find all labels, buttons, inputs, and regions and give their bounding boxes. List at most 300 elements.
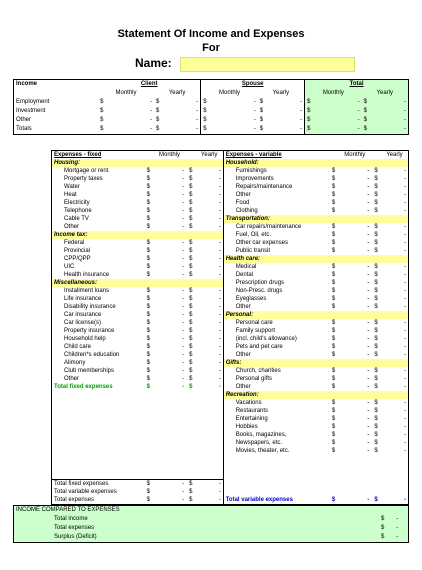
- currency-sign[interactable]: $: [331, 184, 336, 190]
- amount-cell[interactable]: -: [181, 352, 184, 358]
- amount-cell[interactable]: -: [386, 107, 408, 116]
- amount-cell[interactable]: -: [218, 376, 221, 382]
- currency-sign[interactable]: $: [374, 432, 378, 438]
- amount-cell[interactable]: -: [181, 168, 184, 174]
- currency-sign[interactable]: $: [201, 125, 233, 135]
- currency-sign[interactable]: $: [374, 440, 378, 446]
- amount-cell[interactable]: -: [218, 168, 221, 174]
- amount-cell[interactable]: -: [218, 384, 221, 390]
- currency-sign[interactable]: $: [381, 525, 385, 531]
- currency-sign[interactable]: $: [189, 376, 193, 382]
- amount-cell[interactable]: -: [404, 497, 406, 503]
- currency-sign[interactable]: $: [374, 424, 378, 430]
- amount-cell[interactable]: -: [404, 344, 406, 350]
- amount-cell[interactable]: -: [218, 200, 221, 206]
- amount-cell[interactable]: -: [404, 448, 406, 454]
- currency-sign[interactable]: $: [374, 248, 378, 254]
- amount-cell[interactable]: -: [386, 125, 408, 135]
- amount-cell[interactable]: -: [404, 200, 406, 206]
- currency-sign[interactable]: $: [331, 248, 336, 254]
- amount-cell[interactable]: -: [404, 264, 406, 270]
- currency-sign[interactable]: $: [189, 360, 193, 366]
- currency-sign[interactable]: $: [331, 200, 336, 206]
- currency-sign[interactable]: $: [189, 328, 193, 334]
- currency-sign[interactable]: $: [362, 107, 387, 116]
- amount-cell[interactable]: -: [367, 408, 370, 414]
- amount-cell[interactable]: -: [404, 224, 406, 230]
- name-input[interactable]: [180, 57, 355, 72]
- amount-cell[interactable]: -: [218, 184, 221, 190]
- currency-sign[interactable]: $: [331, 344, 336, 350]
- amount-cell[interactable]: -: [337, 107, 362, 116]
- amount-cell[interactable]: -: [404, 208, 406, 214]
- currency-sign[interactable]: $: [146, 176, 150, 182]
- currency-sign[interactable]: $: [331, 296, 336, 302]
- currency-sign[interactable]: $: [189, 192, 193, 198]
- currency-sign[interactable]: $: [189, 216, 193, 222]
- amount-cell[interactable]: -: [404, 184, 406, 190]
- amount-cell[interactable]: -: [404, 432, 406, 438]
- amount-cell[interactable]: -: [218, 304, 221, 310]
- amount-cell[interactable]: -: [218, 312, 221, 318]
- amount-cell[interactable]: -: [367, 280, 370, 286]
- currency-sign[interactable]: $: [146, 489, 150, 495]
- amount-cell[interactable]: -: [181, 489, 184, 495]
- amount-cell[interactable]: -: [367, 184, 370, 190]
- amount-cell[interactable]: -: [218, 192, 221, 198]
- amount-cell[interactable]: -: [181, 328, 184, 334]
- currency-sign[interactable]: $: [100, 126, 104, 132]
- currency-sign[interactable]: $: [374, 184, 378, 190]
- amount-cell[interactable]: -: [337, 125, 362, 135]
- currency-sign[interactable]: $: [331, 497, 336, 503]
- currency-sign[interactable]: $: [362, 116, 387, 125]
- currency-sign[interactable]: $: [146, 304, 150, 310]
- amount-cell[interactable]: -: [396, 516, 399, 522]
- currency-sign[interactable]: $: [146, 184, 150, 190]
- amount-cell[interactable]: -: [149, 126, 152, 132]
- amount-cell[interactable]: -: [404, 368, 406, 374]
- currency-sign[interactable]: $: [259, 108, 264, 114]
- currency-sign[interactable]: $: [331, 368, 336, 374]
- amount-cell[interactable]: -: [404, 176, 406, 182]
- currency-sign[interactable]: $: [362, 98, 387, 107]
- amount-cell[interactable]: -: [253, 99, 256, 105]
- amount-cell[interactable]: -: [218, 176, 221, 182]
- amount-cell[interactable]: -: [367, 344, 370, 350]
- currency-sign[interactable]: $: [331, 376, 336, 382]
- amount-cell[interactable]: -: [367, 248, 370, 254]
- amount-cell[interactable]: -: [218, 288, 221, 294]
- currency-sign[interactable]: $: [146, 328, 150, 334]
- amount-cell[interactable]: -: [404, 440, 406, 446]
- amount-cell[interactable]: -: [181, 216, 184, 222]
- amount-cell[interactable]: -: [181, 344, 184, 350]
- currency-sign[interactable]: $: [331, 240, 336, 246]
- currency-sign[interactable]: $: [146, 296, 150, 302]
- currency-sign[interactable]: $: [189, 200, 193, 206]
- currency-sign[interactable]: $: [374, 176, 378, 182]
- currency-sign[interactable]: $: [189, 168, 193, 174]
- amount-cell[interactable]: -: [218, 272, 221, 278]
- amount-cell[interactable]: -: [367, 232, 370, 238]
- currency-sign[interactable]: $: [331, 288, 336, 294]
- amount-cell[interactable]: -: [253, 117, 256, 123]
- currency-sign[interactable]: $: [305, 125, 337, 135]
- currency-sign[interactable]: $: [201, 107, 233, 116]
- amount-cell[interactable]: -: [367, 200, 370, 206]
- currency-sign[interactable]: $: [189, 256, 193, 262]
- currency-sign[interactable]: $: [155, 117, 160, 123]
- amount-cell[interactable]: -: [218, 320, 221, 326]
- amount-cell[interactable]: -: [181, 288, 184, 294]
- amount-cell[interactable]: -: [404, 248, 406, 254]
- currency-sign[interactable]: $: [331, 448, 336, 454]
- currency-sign[interactable]: $: [146, 376, 150, 382]
- currency-sign[interactable]: $: [374, 497, 378, 503]
- currency-sign[interactable]: $: [259, 126, 264, 132]
- currency-sign[interactable]: $: [381, 516, 385, 522]
- amount-cell[interactable]: -: [367, 368, 370, 374]
- currency-sign[interactable]: $: [146, 360, 150, 366]
- currency-sign[interactable]: $: [331, 264, 336, 270]
- currency-sign[interactable]: $: [189, 312, 193, 318]
- amount-cell[interactable]: -: [181, 336, 184, 342]
- currency-sign[interactable]: $: [331, 328, 336, 334]
- currency-sign[interactable]: $: [189, 224, 193, 230]
- amount-cell[interactable]: -: [218, 328, 221, 334]
- amount-cell[interactable]: -: [181, 264, 184, 270]
- currency-sign[interactable]: $: [331, 424, 336, 430]
- amount-cell[interactable]: -: [218, 360, 221, 366]
- amount-cell[interactable]: -: [181, 240, 184, 246]
- amount-cell[interactable]: -: [149, 117, 152, 123]
- currency-sign[interactable]: $: [374, 224, 378, 230]
- currency-sign[interactable]: $: [374, 232, 378, 238]
- currency-sign[interactable]: $: [189, 264, 193, 270]
- currency-sign[interactable]: $: [305, 107, 337, 116]
- amount-cell[interactable]: -: [404, 352, 406, 358]
- amount-cell[interactable]: -: [404, 408, 406, 414]
- currency-sign[interactable]: $: [374, 264, 378, 270]
- currency-sign[interactable]: $: [374, 384, 378, 390]
- amount-cell[interactable]: -: [218, 208, 221, 214]
- amount-cell[interactable]: -: [404, 424, 406, 430]
- amount-cell[interactable]: -: [181, 248, 184, 254]
- amount-cell[interactable]: -: [218, 497, 221, 503]
- currency-sign[interactable]: $: [146, 208, 150, 214]
- amount-cell[interactable]: -: [218, 264, 221, 270]
- currency-sign[interactable]: $: [362, 125, 387, 135]
- currency-sign[interactable]: $: [146, 224, 150, 230]
- amount-cell[interactable]: -: [300, 117, 303, 123]
- currency-sign[interactable]: $: [146, 384, 150, 390]
- currency-sign[interactable]: $: [146, 256, 150, 262]
- currency-sign[interactable]: $: [331, 320, 336, 326]
- amount-cell[interactable]: -: [218, 352, 221, 358]
- currency-sign[interactable]: $: [146, 216, 150, 222]
- amount-cell[interactable]: -: [367, 424, 370, 430]
- currency-sign[interactable]: $: [374, 280, 378, 286]
- amount-cell[interactable]: -: [396, 534, 399, 540]
- amount-cell[interactable]: -: [181, 296, 184, 302]
- currency-sign[interactable]: $: [189, 288, 193, 294]
- currency-sign[interactable]: $: [331, 168, 336, 174]
- currency-sign[interactable]: $: [331, 304, 336, 310]
- currency-sign[interactable]: $: [146, 192, 150, 198]
- currency-sign[interactable]: $: [189, 336, 193, 342]
- amount-cell[interactable]: -: [218, 224, 221, 230]
- currency-sign[interactable]: $: [155, 126, 160, 132]
- currency-sign[interactable]: $: [305, 98, 337, 107]
- amount-cell[interactable]: -: [367, 352, 370, 358]
- amount-cell[interactable]: -: [181, 192, 184, 198]
- currency-sign[interactable]: $: [146, 312, 150, 318]
- amount-cell[interactable]: -: [196, 99, 199, 105]
- amount-cell[interactable]: -: [218, 368, 221, 374]
- currency-sign[interactable]: $: [189, 368, 193, 374]
- amount-cell[interactable]: -: [181, 272, 184, 278]
- currency-sign[interactable]: $: [259, 117, 264, 123]
- currency-sign[interactable]: $: [331, 400, 336, 406]
- amount-cell[interactable]: -: [404, 288, 406, 294]
- currency-sign[interactable]: $: [189, 272, 193, 278]
- amount-cell[interactable]: -: [367, 240, 370, 246]
- currency-sign[interactable]: $: [146, 248, 150, 254]
- amount-cell[interactable]: -: [181, 312, 184, 318]
- currency-sign[interactable]: $: [155, 108, 160, 114]
- amount-cell[interactable]: -: [367, 432, 370, 438]
- currency-sign[interactable]: $: [331, 352, 336, 358]
- amount-cell[interactable]: -: [404, 280, 406, 286]
- amount-cell[interactable]: -: [181, 376, 184, 382]
- currency-sign[interactable]: $: [374, 416, 378, 422]
- amount-cell[interactable]: -: [300, 99, 303, 105]
- amount-cell[interactable]: -: [404, 240, 406, 246]
- amount-cell[interactable]: -: [404, 304, 406, 310]
- amount-cell[interactable]: -: [396, 525, 399, 531]
- amount-cell[interactable]: -: [218, 248, 221, 254]
- currency-sign[interactable]: $: [374, 272, 378, 278]
- amount-cell[interactable]: -: [253, 126, 256, 132]
- currency-sign[interactable]: $: [146, 320, 150, 326]
- currency-sign[interactable]: $: [374, 320, 378, 326]
- amount-cell[interactable]: -: [181, 200, 184, 206]
- amount-cell[interactable]: -: [300, 126, 303, 132]
- currency-sign[interactable]: $: [305, 116, 337, 125]
- currency-sign[interactable]: $: [331, 416, 336, 422]
- currency-sign[interactable]: $: [374, 376, 378, 382]
- amount-cell[interactable]: -: [367, 448, 370, 454]
- currency-sign[interactable]: $: [381, 534, 385, 540]
- amount-cell[interactable]: -: [367, 304, 370, 310]
- currency-sign[interactable]: $: [331, 280, 336, 286]
- currency-sign[interactable]: $: [331, 384, 336, 390]
- amount-cell[interactable]: -: [218, 216, 221, 222]
- currency-sign[interactable]: $: [146, 497, 150, 503]
- currency-sign[interactable]: $: [331, 232, 336, 238]
- currency-sign[interactable]: $: [201, 98, 233, 107]
- amount-cell[interactable]: -: [196, 480, 224, 489]
- currency-sign[interactable]: $: [189, 497, 193, 503]
- amount-cell[interactable]: -: [367, 384, 370, 390]
- amount-cell[interactable]: -: [149, 99, 152, 105]
- amount-cell[interactable]: -: [367, 176, 370, 182]
- currency-sign[interactable]: $: [189, 208, 193, 214]
- currency-sign[interactable]: $: [146, 264, 150, 270]
- currency-sign[interactable]: $: [331, 176, 336, 182]
- currency-sign[interactable]: $: [189, 384, 193, 390]
- amount-cell[interactable]: -: [404, 192, 406, 198]
- currency-sign[interactable]: $: [374, 400, 378, 406]
- amount-cell[interactable]: -: [404, 168, 406, 174]
- amount-cell[interactable]: -: [196, 108, 199, 114]
- amount-cell[interactable]: -: [218, 296, 221, 302]
- currency-sign[interactable]: $: [146, 240, 150, 246]
- currency-sign[interactable]: $: [331, 408, 336, 414]
- currency-sign[interactable]: $: [189, 248, 193, 254]
- currency-sign[interactable]: $: [331, 440, 336, 446]
- amount-cell[interactable]: -: [404, 336, 406, 342]
- amount-cell[interactable]: -: [181, 368, 184, 374]
- amount-cell[interactable]: -: [181, 384, 184, 390]
- currency-sign[interactable]: $: [331, 208, 336, 214]
- currency-sign[interactable]: $: [201, 116, 233, 125]
- amount-cell[interactable]: -: [386, 116, 408, 125]
- currency-sign[interactable]: $: [331, 192, 336, 198]
- amount-cell[interactable]: -: [153, 480, 186, 489]
- currency-sign[interactable]: $: [146, 200, 150, 206]
- amount-cell[interactable]: -: [337, 98, 362, 107]
- amount-cell[interactable]: -: [218, 256, 221, 262]
- amount-cell[interactable]: -: [196, 117, 199, 123]
- currency-sign[interactable]: $: [100, 117, 104, 123]
- amount-cell[interactable]: -: [404, 376, 406, 382]
- currency-sign[interactable]: $: [374, 240, 378, 246]
- amount-cell[interactable]: -: [367, 272, 370, 278]
- amount-cell[interactable]: -: [181, 320, 184, 326]
- currency-sign[interactable]: $: [189, 184, 193, 190]
- currency-sign[interactable]: $: [146, 272, 150, 278]
- currency-sign[interactable]: $: [146, 288, 150, 294]
- amount-cell[interactable]: -: [367, 296, 370, 302]
- amount-cell[interactable]: -: [404, 320, 406, 326]
- amount-cell[interactable]: -: [218, 240, 221, 246]
- amount-cell[interactable]: -: [367, 336, 370, 342]
- currency-sign[interactable]: $: [155, 99, 160, 105]
- amount-cell[interactable]: -: [367, 497, 370, 503]
- amount-cell[interactable]: -: [367, 328, 370, 334]
- currency-sign[interactable]: $: [374, 328, 378, 334]
- amount-cell[interactable]: -: [404, 272, 406, 278]
- amount-cell[interactable]: -: [367, 168, 370, 174]
- amount-cell[interactable]: -: [181, 224, 184, 230]
- currency-sign[interactable]: $: [374, 352, 378, 358]
- currency-sign[interactable]: $: [331, 272, 336, 278]
- amount-cell[interactable]: -: [181, 176, 184, 182]
- amount-cell[interactable]: -: [404, 400, 406, 406]
- currency-sign[interactable]: $: [189, 320, 193, 326]
- currency-sign[interactable]: $: [189, 304, 193, 310]
- currency-sign[interactable]: $: [146, 352, 150, 358]
- amount-cell[interactable]: -: [367, 208, 370, 214]
- currency-sign[interactable]: $: [189, 240, 193, 246]
- amount-cell[interactable]: -: [404, 296, 406, 302]
- amount-cell[interactable]: -: [181, 360, 184, 366]
- amount-cell[interactable]: -: [367, 400, 370, 406]
- amount-cell[interactable]: -: [404, 384, 406, 390]
- amount-cell[interactable]: -: [367, 192, 370, 198]
- currency-sign[interactable]: $: [189, 352, 193, 358]
- currency-sign[interactable]: $: [374, 208, 378, 214]
- amount-cell[interactable]: -: [196, 126, 199, 132]
- currency-sign[interactable]: $: [374, 296, 378, 302]
- amount-cell[interactable]: -: [218, 344, 221, 350]
- currency-sign[interactable]: $: [374, 192, 378, 198]
- amount-cell[interactable]: -: [404, 416, 406, 422]
- currency-sign[interactable]: $: [374, 200, 378, 206]
- currency-sign[interactable]: $: [146, 368, 150, 374]
- amount-cell[interactable]: -: [181, 497, 184, 503]
- currency-sign[interactable]: $: [331, 224, 336, 230]
- currency-sign[interactable]: $: [186, 480, 196, 489]
- currency-sign[interactable]: $: [146, 336, 150, 342]
- amount-cell[interactable]: -: [367, 288, 370, 294]
- amount-cell[interactable]: -: [218, 489, 221, 495]
- currency-sign[interactable]: $: [331, 432, 336, 438]
- amount-cell[interactable]: -: [181, 256, 184, 262]
- currency-sign[interactable]: $: [146, 344, 150, 350]
- amount-cell[interactable]: -: [149, 108, 152, 114]
- amount-cell[interactable]: -: [367, 320, 370, 326]
- amount-cell[interactable]: -: [218, 336, 221, 342]
- currency-sign[interactable]: $: [374, 408, 378, 414]
- amount-cell[interactable]: -: [253, 108, 256, 114]
- amount-cell[interactable]: -: [367, 264, 370, 270]
- amount-cell[interactable]: -: [181, 184, 184, 190]
- amount-cell[interactable]: -: [300, 108, 303, 114]
- currency-sign[interactable]: $: [374, 448, 378, 454]
- amount-cell[interactable]: -: [386, 98, 408, 107]
- currency-sign[interactable]: $: [100, 108, 104, 114]
- amount-cell[interactable]: -: [337, 116, 362, 125]
- currency-sign[interactable]: $: [189, 344, 193, 350]
- amount-cell[interactable]: -: [367, 224, 370, 230]
- amount-cell[interactable]: -: [404, 232, 406, 238]
- currency-sign[interactable]: $: [331, 336, 336, 342]
- currency-sign[interactable]: $: [100, 99, 104, 105]
- amount-cell[interactable]: -: [181, 304, 184, 310]
- currency-sign[interactable]: $: [189, 296, 193, 302]
- expense-item-label: Clothing: [223, 207, 328, 215]
- amount-cell[interactable]: -: [404, 328, 406, 334]
- currency-sign[interactable]: $: [143, 480, 153, 489]
- currency-sign[interactable]: $: [374, 168, 378, 174]
- currency-sign[interactable]: $: [374, 304, 378, 310]
- amount-cell[interactable]: -: [367, 376, 370, 382]
- amount-cell[interactable]: -: [367, 416, 370, 422]
- amount-cell[interactable]: -: [367, 440, 370, 446]
- currency-sign[interactable]: $: [189, 176, 193, 182]
- currency-sign[interactable]: $: [374, 288, 378, 294]
- amount-cell[interactable]: -: [181, 208, 184, 214]
- currency-sign[interactable]: $: [189, 489, 193, 495]
- currency-sign[interactable]: $: [146, 168, 150, 174]
- currency-sign[interactable]: $: [374, 336, 378, 342]
- currency-sign[interactable]: $: [374, 368, 378, 374]
- currency-sign[interactable]: $: [259, 99, 264, 105]
- currency-sign[interactable]: $: [374, 344, 378, 350]
